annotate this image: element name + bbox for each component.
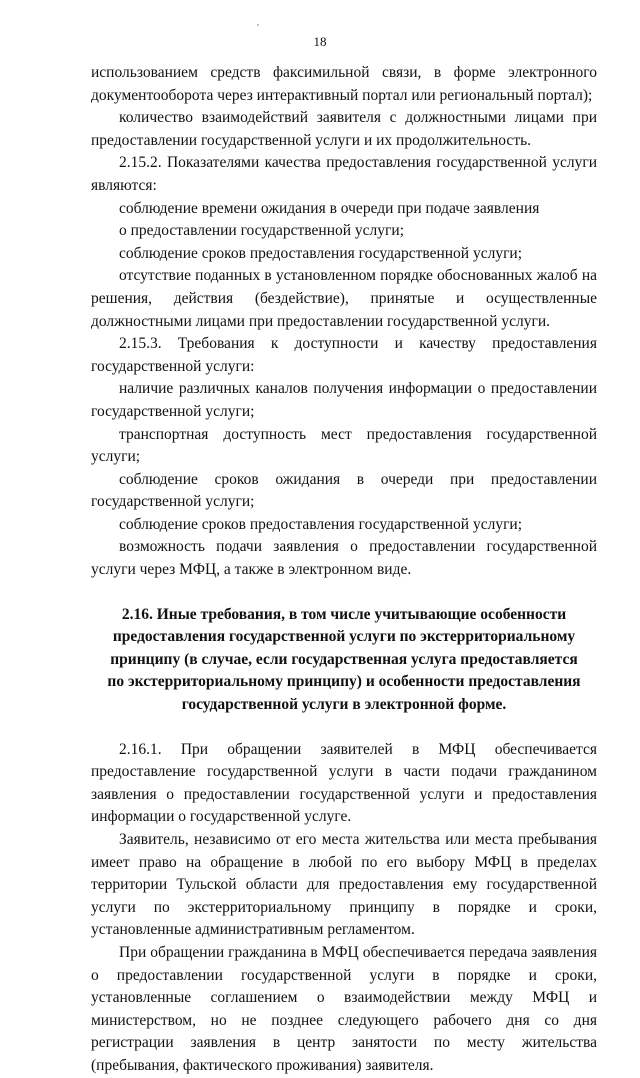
scan-mark: , [257,18,259,27]
paragraph: соблюдение времени ожидания в очереди при подаче заявления [119,199,540,217]
paragraph: соблюдение сроков предоставления государственной услуги; [119,515,523,533]
paragraph: использованием средств факсимильной связи, в форме электронного документооборота через интерактивный портал или региональный портал); [91,64,597,104]
paragraph: При обращении гражданина в МФЦ обеспечивается передача заявления о предоставлении государственной услуги в порядке и сроки, установленные соглашением о взаимодействии между МФЦ и министерством, но не позднее следующего рабочего дня со дня регистрации заявления в центр занятости по месту жительства (пребывания, фактического проживания) заявителя. [91,943,597,1074]
paragraph: 2.15.2. Показателями качества предоставления государственной услуги являются: [91,154,597,194]
paragraph: количество взаимодействий заявителя с должностными лицами при предоставлении государственной услуги и их продолжительность. [91,109,597,149]
paragraph: наличие различных каналов получения информации о предоставлении государственной услуги; [91,380,597,420]
paragraph: 2.16.1. При обращении заявителей в МФЦ обеспечивается предоставление государственной услуги в части подачи гражданином заявления о предоставлении государственной услуги и предоставления информации о государственной услуге. [91,740,597,826]
paragraph: соблюдение сроков предоставления государственной услуги; [119,244,523,262]
text-block-1 [91,62,597,582]
page-number: 18 [313,34,327,49]
paragraph: Заявитель, независимо от его места жительства или места пребывания имеет право на обращение в любой по его выбору МФЦ в пределах территории Тульской области для предоставления ему государственной услуги по экстерриториальному принципу в порядке и сроки, установленные административным регламентом. [91,831,597,939]
paragraph: транспортная доступность мест предоставления государственной услуги; [91,425,597,466]
text-block-2 [91,739,597,1078]
section-heading: 2.16. Иные требования, в том числе учитывающие особенности предоставления государственной услуги по экстерриториальному принципу (в случае, если государственная услуга предоставляется по экстерриториальному принципу) и особенности предоставления государственной услуги в электронной форме. [107,605,581,714]
paragraph: возможность подачи заявления о предоставлении государственной услуги через МФЦ, а также в электронном виде. [91,538,597,579]
paragraph: отсутствие поданных в установленном порядке обоснованных жалоб на решения, действия (бездействие), принятые и осуществленные должностными лицами при предоставлении государственной услуги. [91,267,597,330]
paragraph: соблюдение сроков ожидания в очереди при предоставлении государственной услуги; [91,470,597,511]
document-body [91,62,597,1078]
paragraph: о предоставлении государственной услуги; [119,222,404,240]
paragraph: 2.15.3. Требования к доступности и качеству предоставления государственной услуги: [91,335,597,375]
